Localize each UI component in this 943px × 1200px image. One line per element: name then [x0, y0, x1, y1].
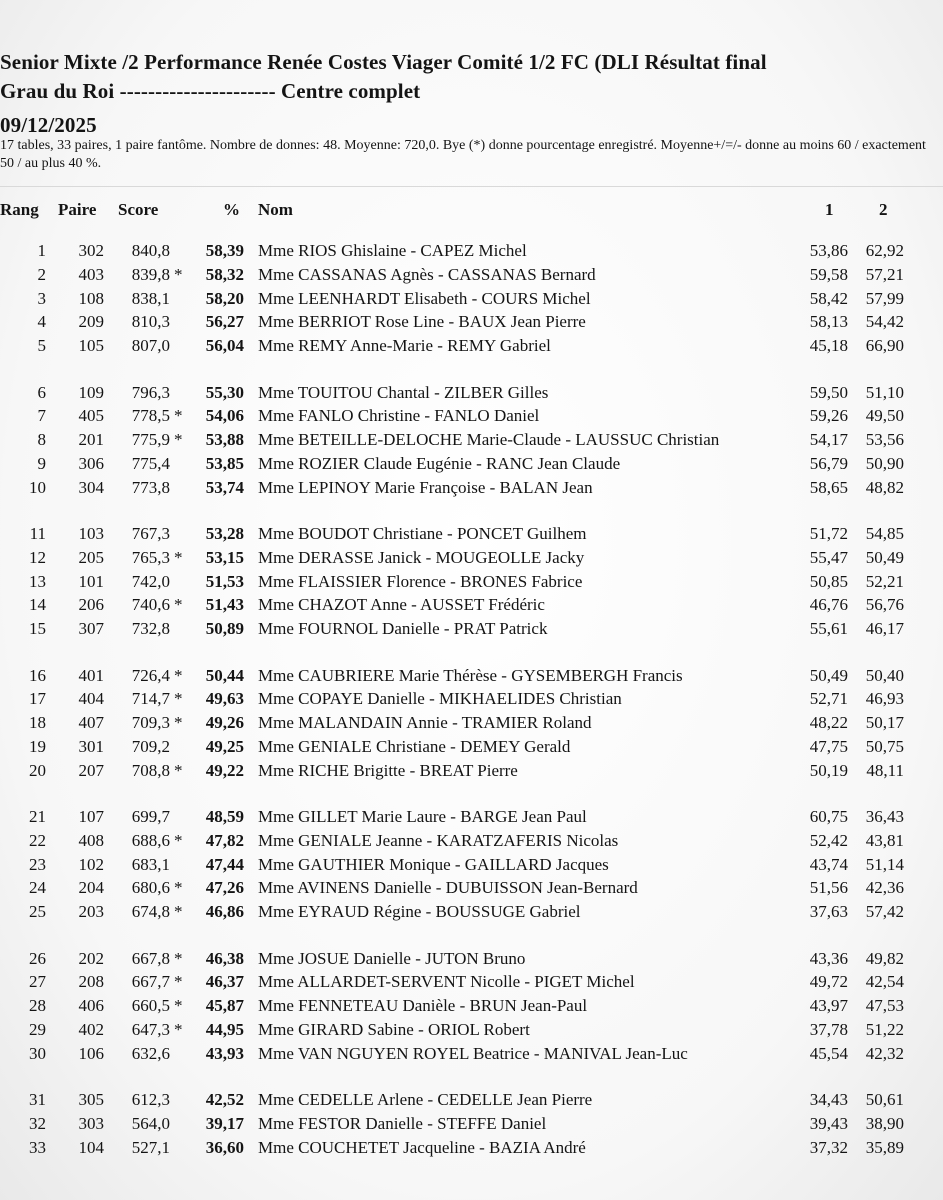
- header-round-2: 2: [879, 200, 888, 219]
- title-line-1: Senior Mixte /2 Performance Renée Costes Viager Comité 1/2 FC (DLI Résultat final: [0, 50, 767, 74]
- row-score: 810,3: [131, 312, 170, 332]
- table-row: [0, 1114, 943, 1138]
- row-score: 683,1: [131, 854, 170, 874]
- row-names: Mme ROZIER Claude Eugénie - RANC Jean Claude: [258, 453, 621, 473]
- row-paire: 403: [78, 264, 104, 284]
- row-round-1: 49,72: [809, 972, 848, 992]
- row-rang: 12: [29, 547, 46, 567]
- row-paire: 103: [78, 524, 104, 543]
- row-names: Mme FLAISSIER Florence - BRONES Fabrice: [258, 571, 583, 591]
- table-row: [0, 524, 943, 548]
- row-round-2: 54,42: [865, 312, 904, 332]
- row-round-1: 45,54: [809, 1043, 848, 1063]
- row-names: Mme FOURNOL Danielle - PRAT Patrick: [258, 619, 548, 639]
- title-date: 09/12/2025: [0, 113, 97, 137]
- row-round-2: 35,89: [865, 1137, 904, 1157]
- table-row: [0, 807, 943, 831]
- row-rang: 2: [37, 264, 46, 284]
- row-score: 647,3: [131, 1019, 170, 1039]
- row-percentage: 53,74: [205, 477, 244, 497]
- table-row: [0, 855, 943, 879]
- row-percentage: 42,52: [205, 1090, 244, 1109]
- row-rang: 23: [29, 854, 46, 874]
- row-names: Mme GIRARD Sabine - ORIOL Robert: [258, 1019, 530, 1039]
- row-round-1: 55,47: [809, 547, 848, 567]
- row-score: 840,8: [131, 241, 170, 260]
- row-names: Mme LEPINOY Marie Françoise - BALAN Jean: [258, 477, 593, 497]
- row-paire: 209: [78, 312, 104, 332]
- row-round-1: 50,49: [809, 665, 848, 685]
- row-bye-marker: *: [174, 406, 183, 426]
- row-rang: 6: [37, 382, 46, 402]
- row-percentage: 46,37: [205, 972, 244, 992]
- row-percentage: 49,25: [205, 736, 244, 756]
- row-paire: 304: [78, 477, 104, 497]
- table-row: [0, 430, 943, 454]
- row-score: 708,8: [131, 760, 170, 780]
- row-rang: 19: [29, 736, 46, 756]
- row-percentage: 49,63: [205, 689, 244, 709]
- row-names: Mme GENIALE Christiane - DEMEY Gerald: [258, 736, 571, 756]
- row-bye-marker: *: [174, 430, 183, 450]
- row-rang: 10: [29, 477, 46, 497]
- row-percentage: 46,38: [205, 948, 244, 968]
- table-row: [0, 1090, 943, 1114]
- row-percentage: 43,93: [205, 1043, 244, 1063]
- row-percentage: 50,44: [205, 665, 244, 685]
- row-round-1: 53,86: [809, 241, 848, 260]
- row-paire: 305: [78, 1090, 104, 1109]
- row-round-2: 48,82: [865, 477, 904, 497]
- row-bye-marker: *: [174, 996, 183, 1016]
- row-paire: 203: [78, 902, 104, 922]
- row-round-1: 56,79: [809, 453, 848, 473]
- row-percentage: 36,60: [205, 1137, 244, 1157]
- row-rang: 18: [29, 713, 46, 733]
- row-names: Mme LEENHARDT Elisabeth - COURS Michel: [258, 288, 591, 308]
- row-rang: 25: [29, 902, 46, 922]
- row-round-1: 51,56: [809, 878, 848, 898]
- row-round-2: 50,61: [865, 1090, 904, 1109]
- row-score: 612,3: [131, 1090, 170, 1109]
- row-paire: 306: [78, 453, 104, 473]
- row-round-2: 49,50: [865, 406, 904, 426]
- row-round-2: 46,17: [865, 619, 904, 639]
- row-rang: 21: [29, 807, 46, 826]
- row-percentage: 47,44: [205, 854, 244, 874]
- row-score: 796,3: [131, 382, 170, 402]
- row-rang: 27: [29, 972, 46, 992]
- row-percentage: 45,87: [205, 996, 244, 1016]
- row-bye-marker: *: [174, 264, 183, 284]
- row-rang: 7: [37, 406, 46, 426]
- row-names: Mme BETEILLE-DELOCHE Marie-Claude - LAUSSUC Christian: [258, 430, 720, 450]
- row-names: Mme COUCHETET Jacqueline - BAZIA André: [258, 1137, 586, 1157]
- header-divider: [0, 186, 943, 187]
- row-round-2: 49,82: [865, 948, 904, 968]
- row-round-1: 51,72: [809, 524, 848, 543]
- row-rang: 26: [29, 948, 46, 968]
- header-paire: Paire: [58, 200, 97, 219]
- row-paire: 205: [78, 547, 104, 567]
- table-row: [0, 1138, 943, 1162]
- row-paire: 109: [78, 382, 104, 402]
- row-rang: 20: [29, 760, 46, 780]
- table-row: [0, 406, 943, 430]
- row-score: 839,8: [131, 264, 170, 284]
- row-score: 742,0: [131, 571, 170, 591]
- row-names: Mme ALLARDET-SERVENT Nicolle - PIGET Michel: [258, 972, 635, 992]
- row-score: 726,4: [131, 665, 170, 685]
- row-score: 773,8: [131, 477, 170, 497]
- row-paire: 108: [78, 288, 104, 308]
- row-paire: 102: [78, 854, 104, 874]
- row-paire: 405: [78, 406, 104, 426]
- row-bye-marker: *: [174, 665, 183, 685]
- row-percentage: 50,89: [205, 619, 244, 639]
- row-names: Mme CASSANAS Agnès - CASSANAS Bernard: [258, 264, 596, 284]
- row-paire: 407: [78, 713, 104, 733]
- row-names: Mme GENIALE Jeanne - KARATZAFERIS Nicolas: [258, 830, 619, 850]
- table-row: [0, 996, 943, 1020]
- row-percentage: 47,82: [205, 830, 244, 850]
- row-score: 709,2: [131, 736, 170, 756]
- row-score: 807,0: [131, 336, 170, 356]
- row-percentage: 44,95: [205, 1019, 244, 1039]
- row-names: Mme REMY Anne-Marie - REMY Gabriel: [258, 336, 551, 356]
- row-score: 775,9: [131, 430, 170, 450]
- row-round-1: 54,17: [809, 430, 848, 450]
- row-bye-marker: *: [174, 760, 183, 780]
- row-rang: 31: [29, 1090, 46, 1109]
- row-bye-marker: *: [174, 713, 183, 733]
- row-round-2: 46,93: [865, 689, 904, 709]
- row-round-2: 50,49: [865, 547, 904, 567]
- row-percentage: 49,22: [205, 760, 244, 780]
- row-names: Mme CAUBRIERE Marie Thérèse - GYSEMBERGH Francis: [258, 665, 683, 685]
- table-row: [0, 666, 943, 690]
- table-row: [0, 289, 943, 313]
- row-round-1: 37,32: [809, 1137, 848, 1157]
- row-names: Mme GILLET Marie Laure - BARGE Jean Paul: [258, 807, 587, 826]
- row-paire: 302: [78, 241, 104, 260]
- row-round-1: 48,22: [809, 713, 848, 733]
- row-round-2: 42,36: [865, 878, 904, 898]
- row-names: Mme CHAZOT Anne - AUSSET Frédéric: [258, 595, 545, 615]
- row-score: 699,7: [131, 807, 170, 826]
- row-percentage: 56,04: [205, 336, 244, 356]
- row-percentage: 53,88: [205, 430, 244, 450]
- row-percentage: 51,53: [205, 571, 244, 591]
- row-score: 680,6: [131, 878, 170, 898]
- row-rang: 4: [37, 312, 46, 332]
- table-row: [0, 265, 943, 289]
- row-paire: 401: [78, 665, 104, 685]
- row-names: Mme FENNETEAU Danièle - BRUN Jean-Paul: [258, 996, 588, 1016]
- row-paire: 105: [78, 336, 104, 356]
- row-rang: 3: [37, 288, 46, 308]
- row-paire: 204: [78, 878, 104, 898]
- row-percentage: 53,28: [205, 524, 244, 543]
- row-score: 667,8: [131, 948, 170, 968]
- row-percentage: 47,26: [205, 878, 244, 898]
- table-row: [0, 619, 943, 643]
- row-percentage: 46,86: [205, 902, 244, 922]
- row-score: 732,8: [131, 619, 170, 639]
- row-round-2: 42,32: [865, 1043, 904, 1063]
- row-round-1: 43,74: [809, 854, 848, 874]
- row-round-2: 38,90: [865, 1113, 904, 1133]
- row-percentage: 49,26: [205, 713, 244, 733]
- row-bye-marker: *: [174, 948, 183, 968]
- row-names: Mme TOUITOU Chantal - ZILBER Gilles: [258, 382, 549, 402]
- table-row: [0, 241, 943, 265]
- row-names: Mme BERRIOT Rose Line - BAUX Jean Pierre: [258, 312, 586, 332]
- row-rang: 5: [37, 336, 46, 356]
- row-round-1: 55,61: [809, 619, 848, 639]
- row-round-1: 37,78: [809, 1019, 848, 1039]
- row-round-2: 66,90: [865, 336, 904, 356]
- row-round-1: 59,26: [809, 406, 848, 426]
- table-row: [0, 737, 943, 761]
- row-round-1: 34,43: [809, 1090, 848, 1109]
- row-score: 714,7: [131, 689, 170, 709]
- row-percentage: 58,32: [205, 264, 244, 284]
- row-paire: 207: [78, 760, 104, 780]
- row-percentage: 54,06: [205, 406, 244, 426]
- table-row: [0, 312, 943, 336]
- row-names: Mme CEDELLE Arlene - CEDELLE Jean Pierre: [258, 1090, 593, 1109]
- row-paire: 402: [78, 1019, 104, 1039]
- table-row: [0, 454, 943, 478]
- row-round-1: 60,75: [809, 807, 848, 826]
- header-rang: Rang: [0, 200, 39, 219]
- row-names: Mme COPAYE Danielle - MIKHAELIDES Christian: [258, 689, 622, 709]
- table-row: [0, 595, 943, 619]
- table-row: [0, 478, 943, 502]
- row-names: Mme JOSUE Danielle - JUTON Bruno: [258, 948, 526, 968]
- row-round-2: 62,92: [865, 241, 904, 260]
- row-round-2: 53,56: [865, 430, 904, 450]
- row-round-2: 50,40: [865, 665, 904, 685]
- row-rang: 32: [29, 1113, 46, 1133]
- row-rang: 33: [29, 1137, 46, 1157]
- row-score: 674,8: [131, 902, 170, 922]
- row-round-2: 56,76: [865, 595, 904, 615]
- row-paire: 404: [78, 689, 104, 709]
- row-round-1: 58,42: [809, 288, 848, 308]
- row-score: 765,3: [131, 547, 170, 567]
- row-score: 778,5: [131, 406, 170, 426]
- row-names: Mme BOUDOT Christiane - PONCET Guilhem: [258, 524, 587, 543]
- row-paire: 106: [78, 1043, 104, 1063]
- row-score: 767,3: [131, 524, 170, 543]
- row-round-2: 47,53: [865, 996, 904, 1016]
- row-names: Mme AVINENS Danielle - DUBUISSON Jean-Bernard: [258, 878, 638, 898]
- row-rang: 13: [29, 571, 46, 591]
- row-round-2: 57,42: [865, 902, 904, 922]
- row-round-2: 57,99: [865, 288, 904, 308]
- row-bye-marker: *: [174, 547, 183, 567]
- table-row: [0, 383, 943, 407]
- row-score: 709,3: [131, 713, 170, 733]
- row-rang: 15: [29, 619, 46, 639]
- row-round-2: 54,85: [865, 524, 904, 543]
- row-paire: 104: [78, 1137, 104, 1157]
- table-row: [0, 831, 943, 855]
- row-round-1: 59,50: [809, 382, 848, 402]
- row-names: Mme DERASSE Janick - MOUGEOLLE Jacky: [258, 547, 585, 567]
- row-names: Mme VAN NGUYEN ROYEL Beatrice - MANIVAL Jean-Luc: [258, 1043, 688, 1063]
- row-round-2: 51,10: [865, 382, 904, 402]
- row-round-1: 43,97: [809, 996, 848, 1016]
- row-rang: 16: [29, 665, 46, 685]
- table-row: [0, 902, 943, 926]
- row-rang: 1: [37, 241, 46, 260]
- row-names: Mme MALANDAIN Annie - TRAMIER Roland: [258, 713, 592, 733]
- row-score: 838,1: [131, 288, 170, 308]
- row-paire: 202: [78, 948, 104, 968]
- row-round-1: 47,75: [809, 736, 848, 756]
- row-round-2: 43,81: [865, 830, 904, 850]
- row-rang: 28: [29, 996, 46, 1016]
- table-row: [0, 336, 943, 360]
- row-round-2: 42,54: [865, 972, 904, 992]
- title-line-2: Grau du Roi ---------------------- Centre complet: [0, 79, 421, 103]
- table-row: [0, 689, 943, 713]
- row-paire: 101: [78, 571, 104, 591]
- row-rang: 9: [37, 453, 46, 473]
- row-round-1: 59,58: [809, 264, 848, 284]
- row-paire: 107: [78, 807, 104, 826]
- row-bye-marker: *: [174, 878, 183, 898]
- row-paire: 303: [78, 1113, 104, 1133]
- row-paire: 208: [78, 972, 104, 992]
- tournament-info: 17 tables, 33 paires, 1 paire fantôme. Nombre de donnes: 48. Moyenne: 720,0. Bye (*) donne pourcentage enregistré. Moyenne+/=/- donne au moins 60 / exactement 50 / au plus 40 %.: [0, 138, 926, 171]
- row-percentage: 53,15: [205, 547, 244, 567]
- table-row: [0, 1044, 943, 1068]
- row-round-1: 45,18: [809, 336, 848, 356]
- row-bye-marker: *: [174, 689, 183, 709]
- table-row: [0, 713, 943, 737]
- row-round-2: 50,17: [865, 713, 904, 733]
- row-round-2: 57,21: [865, 264, 904, 284]
- row-bye-marker: *: [174, 902, 183, 922]
- row-round-1: 39,43: [809, 1113, 848, 1133]
- row-paire: 201: [78, 430, 104, 450]
- row-score: 775,4: [131, 453, 170, 473]
- row-score: 527,1: [131, 1137, 170, 1157]
- row-round-1: 37,63: [809, 902, 848, 922]
- table-row: [0, 548, 943, 572]
- row-score: 667,7: [131, 972, 170, 992]
- row-percentage: 53,85: [205, 453, 244, 473]
- header-nom: Nom: [258, 200, 293, 219]
- row-round-1: 52,42: [809, 830, 848, 850]
- row-round-1: 46,76: [809, 595, 848, 615]
- row-rang: 11: [29, 524, 46, 543]
- row-names: Mme GAUTHIER Monique - GAILLARD Jacques: [258, 854, 609, 874]
- row-bye-marker: *: [174, 972, 183, 992]
- row-percentage: 58,39: [205, 241, 244, 260]
- table-row: [0, 878, 943, 902]
- row-round-1: 52,71: [809, 689, 848, 709]
- row-percentage: 51,43: [205, 595, 244, 615]
- row-round-2: 50,90: [865, 453, 904, 473]
- row-names: Mme RICHE Brigitte - BREAT Pierre: [258, 760, 518, 780]
- row-round-2: 51,14: [865, 854, 904, 874]
- row-round-2: 51,22: [865, 1019, 904, 1039]
- row-score: 632,6: [131, 1043, 170, 1063]
- row-rang: 8: [37, 430, 46, 450]
- row-bye-marker: *: [174, 830, 183, 850]
- row-score: 564,0: [131, 1113, 170, 1133]
- header-score: Score: [118, 200, 159, 219]
- row-round-2: 50,75: [865, 736, 904, 756]
- row-paire: 206: [78, 595, 104, 615]
- row-rang: 14: [29, 595, 46, 615]
- row-round-2: 48,11: [866, 760, 904, 780]
- row-paire: 408: [78, 830, 104, 850]
- row-rang: 17: [29, 689, 46, 709]
- row-names: Mme EYRAUD Régine - BOUSSUGE Gabriel: [258, 902, 581, 922]
- row-percentage: 55,30: [205, 382, 244, 402]
- row-percentage: 39,17: [205, 1113, 244, 1133]
- row-round-2: 36,43: [865, 807, 904, 826]
- row-paire: 406: [78, 996, 104, 1016]
- row-score: 660,5: [131, 996, 170, 1016]
- row-round-1: 43,36: [809, 948, 848, 968]
- row-paire: 307: [78, 619, 104, 639]
- table-row: [0, 949, 943, 973]
- row-names: Mme FANLO Christine - FANLO Daniel: [258, 406, 540, 426]
- row-rang: 29: [29, 1019, 46, 1039]
- table-row: [0, 1020, 943, 1044]
- row-rang: 24: [29, 878, 46, 898]
- row-percentage: 48,59: [205, 807, 244, 826]
- row-round-1: 58,13: [809, 312, 848, 332]
- table-row: [0, 572, 943, 596]
- row-round-2: 52,21: [865, 571, 904, 591]
- row-round-1: 58,65: [809, 477, 848, 497]
- row-round-1: 50,85: [809, 571, 848, 591]
- row-rang: 22: [29, 830, 46, 850]
- row-names: Mme FESTOR Danielle - STEFFE Daniel: [258, 1113, 547, 1133]
- row-percentage: 56,27: [205, 312, 244, 332]
- row-percentage: 58,20: [205, 288, 244, 308]
- header-round-1: 1: [825, 200, 834, 219]
- row-score: 688,6: [131, 830, 170, 850]
- table-row: [0, 972, 943, 996]
- row-names: Mme RIOS Ghislaine - CAPEZ Michel: [258, 241, 527, 260]
- header-pct: %: [223, 200, 240, 219]
- row-score: 740,6: [131, 595, 170, 615]
- row-round-1: 50,19: [809, 760, 848, 780]
- row-bye-marker: *: [174, 1019, 183, 1039]
- table-row: [0, 761, 943, 785]
- row-paire: 301: [78, 736, 104, 756]
- row-rang: 30: [29, 1043, 46, 1063]
- row-bye-marker: *: [174, 595, 183, 615]
